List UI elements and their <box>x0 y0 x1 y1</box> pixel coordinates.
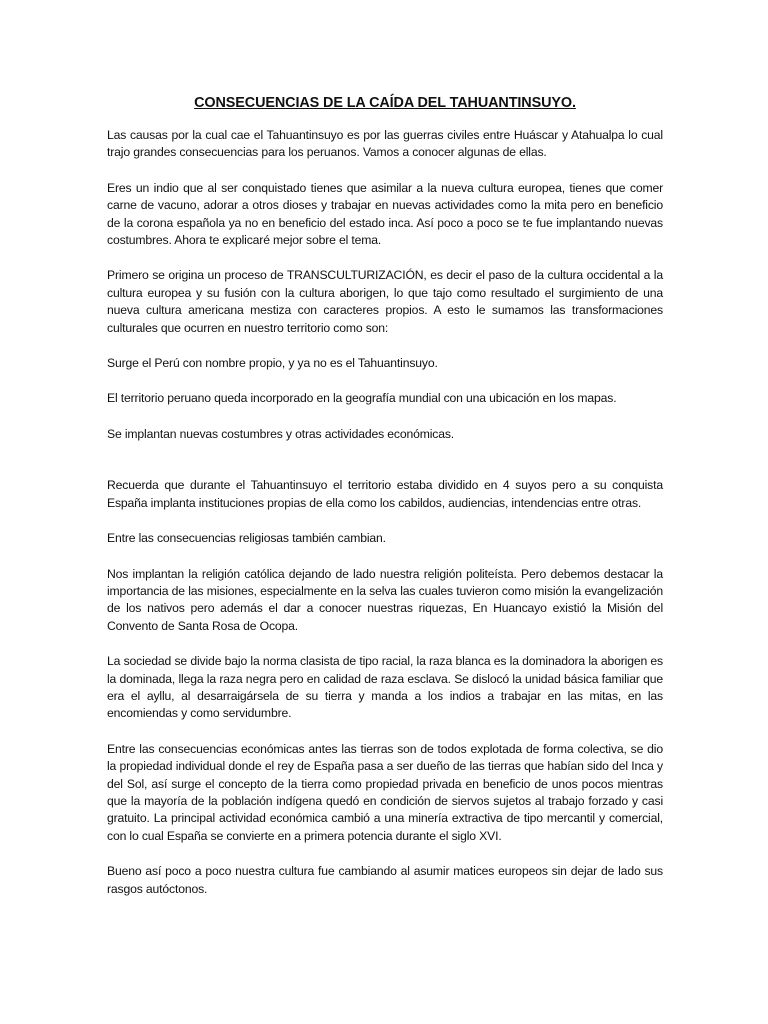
paragraph-indio: Eres un indio que al ser conquistado tienes que asimilar a la nueva cultura europea, tienes que comer carne de vacuno, adorar a otros dioses y trabajar en nuevas actividades como la mita pero en beneficio de la corona española ya no en beneficio del estado inca. Así poco a poco se te fue implantando nuevas costumbres. Ahora te explicaré mejor sobre el tema. <box>107 180 663 248</box>
paragraph-peru-nombre: Surge el Perú con nombre propio, y ya no es el Tahuantinsuyo. <box>107 356 438 371</box>
paragraph-transculturizacion: Primero se origina un proceso de TRANSCULTURIZACIÓN, es decir el paso de la cultura occidental a la cultura europea y su fusión con la cultura aborigen, lo que tajo como resultado el surgimiento de una nueva cultura americana mestiza con caracteres propios. A esto le sumamos las transformaciones culturales que ocurren en nuestro territorio como son: <box>107 268 663 335</box>
paragraph-religion-catolica: Nos implantan la religión católica dejando de lado nuestra religión politeísta. Pero debemos destacar la importancia de las misiones, especialmente en la selva las cuales tuvieron como misión la evangelización de los nativos pero además el dar a conocer nuestras riquezas, En Huancayo existió la Misión del Convento de Santa Rosa de Ocopa. <box>107 566 663 633</box>
paragraph-territorio: El territorio peruano queda incorporado en la geografía mundial con una ubicación en los mapas. <box>107 391 617 406</box>
document-title: CONSECUENCIAS DE LA CAÍDA DEL TAHUANTINSUYO. <box>194 95 576 111</box>
paragraph-sociedad: La sociedad se divide bajo la norma clasista de tipo racial, la raza blanca es la dominadora la aborigen es la dominada, llega la raza negra pero en calidad de raza esclava. Se dislocó la unidad básica familiar que era el ayllu, al desarraigársela de su tierra y manda a los indios a trabajar en las mitas, en las encomiendas y como servidumbre. <box>107 654 663 721</box>
paragraph-costumbres: Se implantan nuevas costumbres y otras actividades económicas. <box>107 426 455 441</box>
document-body <box>107 93 663 916</box>
paragraph-suyos: Recuerda que durante el Tahuantinsuyo el territorio estaba dividido en 4 suyos pero a su conquista España implanta instituciones propias de ella como los cabildos, audiencias, intendencias entre otras. <box>107 478 663 510</box>
paragraph-intro: Las causas por la cual cae el Tahuantinsuyo es por las guerras civiles entre Huáscar y Atahualpa lo cual trajo grandes consecuencias para los peruanos. Vamos a conocer algunas de ellas. <box>107 128 663 160</box>
paragraph-conclusion: Bueno así poco a poco nuestra cultura fue cambiando al asumir matices europeos sin dejar de lado sus rasgos autóctonos. <box>107 864 663 896</box>
paragraph-religiosas: Entre las consecuencias religiosas también cambian. <box>107 531 386 546</box>
paragraph-economicas: Entre las consecuencias económicas antes las tierras son de todos explotada de forma colectiva, se dio la propiedad individual donde el rey de España pasa a ser dueño de las tierras que habían sido del Inca y del Sol, así surge el concepto de la tierra como propiedad privada en beneficio de unos pocos mientras que la mayoría de la población indígena quedó en condición de siervos sujetos al trabajo forzado y casi gratuito. La principal actividad económica cambió a una minería extractiva de tipo mercantil y comercial, con lo cual España se convierte en a primera potencia durante el siglo XVI. <box>107 741 663 843</box>
